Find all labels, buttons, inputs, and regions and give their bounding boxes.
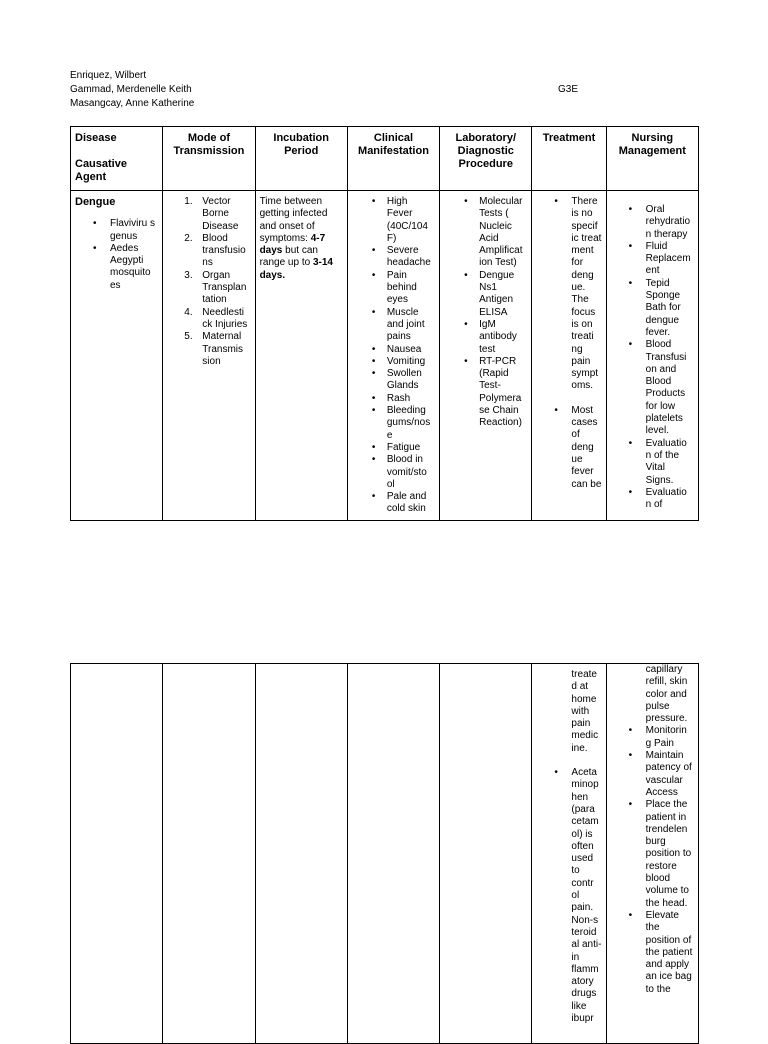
- list-item: • Fatigue: [352, 442, 435, 454]
- treatment-list: [536, 767, 601, 1025]
- author-name: Enriquez, Wilbert: [70, 70, 147, 81]
- list-item: • Blood Transfusi on and Blood Products for low platelets level.: [611, 339, 694, 437]
- list-item: 5. Maternal Transmis sion: [184, 331, 244, 367]
- list-item: 4. Needlesti ck Injuries: [184, 306, 248, 330]
- continuation-table: [70, 663, 699, 1044]
- incubation-text: Time between getting infected and onset of symptoms: 4-7 days but can range up to 3-14 days.: [259, 196, 333, 281]
- treatment-list: [536, 196, 601, 491]
- clinical-list: [352, 196, 435, 516]
- nursing-continued-text: capillary refill, skin color and pulse pressure.: [645, 664, 688, 725]
- incubation-cell: [255, 191, 347, 521]
- list-item: • Dengue Ns1 Antigen ELISA: [444, 270, 527, 319]
- disease-cell: [71, 191, 163, 521]
- disease-cell: [71, 664, 163, 1044]
- list-item: • Tepid Sponge Bath for dengue fever.: [611, 278, 694, 339]
- header-lab: Laboratory/ Diagnostic Procedure: [440, 127, 532, 191]
- header-mode: Mode of Transmission: [163, 127, 255, 191]
- list-item: • Vomiting: [352, 356, 435, 368]
- table-row: [71, 191, 699, 521]
- list-item: • Fluid Replacem ent: [611, 241, 694, 278]
- list-item: • There is no specif ic treat ment for deng ue. The focus is on treati ng pain sympt oms.: [536, 196, 601, 393]
- list-item: • RT-PCR (Rapid Test- Polymera se Chain Reaction): [444, 356, 527, 430]
- list-item: • Nausea: [352, 344, 435, 356]
- list-item: • Pain behind eyes: [352, 270, 435, 307]
- nursing-cell: [606, 191, 698, 521]
- clinical-cell: [347, 191, 439, 521]
- table-row: [71, 664, 699, 1044]
- disease-table: [70, 126, 699, 521]
- lab-list: [444, 196, 527, 430]
- mode-list: [167, 196, 250, 368]
- header-disease-label: Disease: [75, 132, 117, 144]
- causative-agent-list: [75, 218, 158, 292]
- disease-name: Dengue: [75, 196, 116, 208]
- list-item: 2. Blood transfusio ns: [184, 232, 246, 269]
- list-item: • Bleeding gums/nos e: [352, 405, 435, 442]
- list-item: • Most cases of deng ue fever can be: [536, 405, 601, 491]
- nursing-cell: [606, 664, 698, 1044]
- list-item: • Place the patient in trendelen burg position to restore blood volume to the head.: [611, 799, 694, 910]
- list-item: 1. Vector Borne Disease: [184, 196, 239, 232]
- treatment-cell: [532, 664, 606, 1044]
- list-item: • Oral rehydratio n therapy: [611, 204, 694, 241]
- header-nursing: Nursing Management: [606, 127, 698, 191]
- list-item: • Maintain patency of vascular Access: [611, 750, 694, 799]
- author-name: Gammad, Merdenelle Keith: [70, 84, 192, 95]
- treatment-cell: [532, 191, 606, 521]
- list-item: • Elevate the position of the patient and apply an ice bag to the: [611, 910, 694, 996]
- author-name: Masangcay, Anne Katherine: [70, 98, 195, 109]
- list-item: • Aceta minop hen (para cetam ol) is often used to contr ol pain. Non-s teroid al anti-in flamm atory drugs like ibupr: [536, 767, 601, 1025]
- nursing-list: [611, 725, 694, 996]
- list-item: • Aedes Aegypti mosquito es: [75, 243, 158, 292]
- list-item: • Evaluatio n of: [611, 487, 694, 512]
- header-disease: [71, 127, 163, 191]
- list-item: • IgM antibody test: [444, 319, 527, 356]
- list-item: • High Fever (40C/104 F): [352, 196, 435, 245]
- header-clinical: Clinical Manifestation: [347, 127, 439, 191]
- list-item: 3. Organ Transplan tation: [184, 269, 247, 306]
- section-label: G3E: [558, 84, 579, 95]
- list-item: • Rash: [352, 393, 435, 405]
- header-causative-label: Causative Agent: [75, 158, 127, 183]
- mode-cell: [163, 191, 255, 521]
- lab-cell: [440, 191, 532, 521]
- header-treatment: Treatment: [532, 127, 606, 191]
- list-item: • Severe headache: [352, 245, 435, 270]
- header-incubation: Incubation Period: [255, 127, 347, 191]
- list-item: • Monitorin g Pain: [611, 725, 694, 750]
- list-item: • Flaviviru s genus: [75, 218, 158, 243]
- list-item: • Molecular Tests ( Nucleic Acid Amplificat ion Test): [444, 196, 527, 270]
- nursing-list: [611, 204, 694, 511]
- clinical-cell: [347, 664, 439, 1044]
- author-list: [70, 69, 194, 111]
- treatment-continued-text: treate d at home with pain medic ine.: [571, 669, 599, 754]
- list-item: • Muscle and joint pains: [352, 307, 435, 344]
- list-item: • Evaluatio n of the Vital Signs.: [611, 438, 694, 487]
- lab-cell: [440, 664, 532, 1044]
- list-item: • Pale and cold skin: [352, 491, 435, 516]
- list-item: • Swollen Glands: [352, 368, 435, 393]
- incubation-cell: [255, 664, 347, 1044]
- mode-cell: [163, 664, 255, 1044]
- table-header-row: [71, 127, 699, 191]
- list-item: • Blood in vomit/sto ol: [352, 454, 435, 491]
